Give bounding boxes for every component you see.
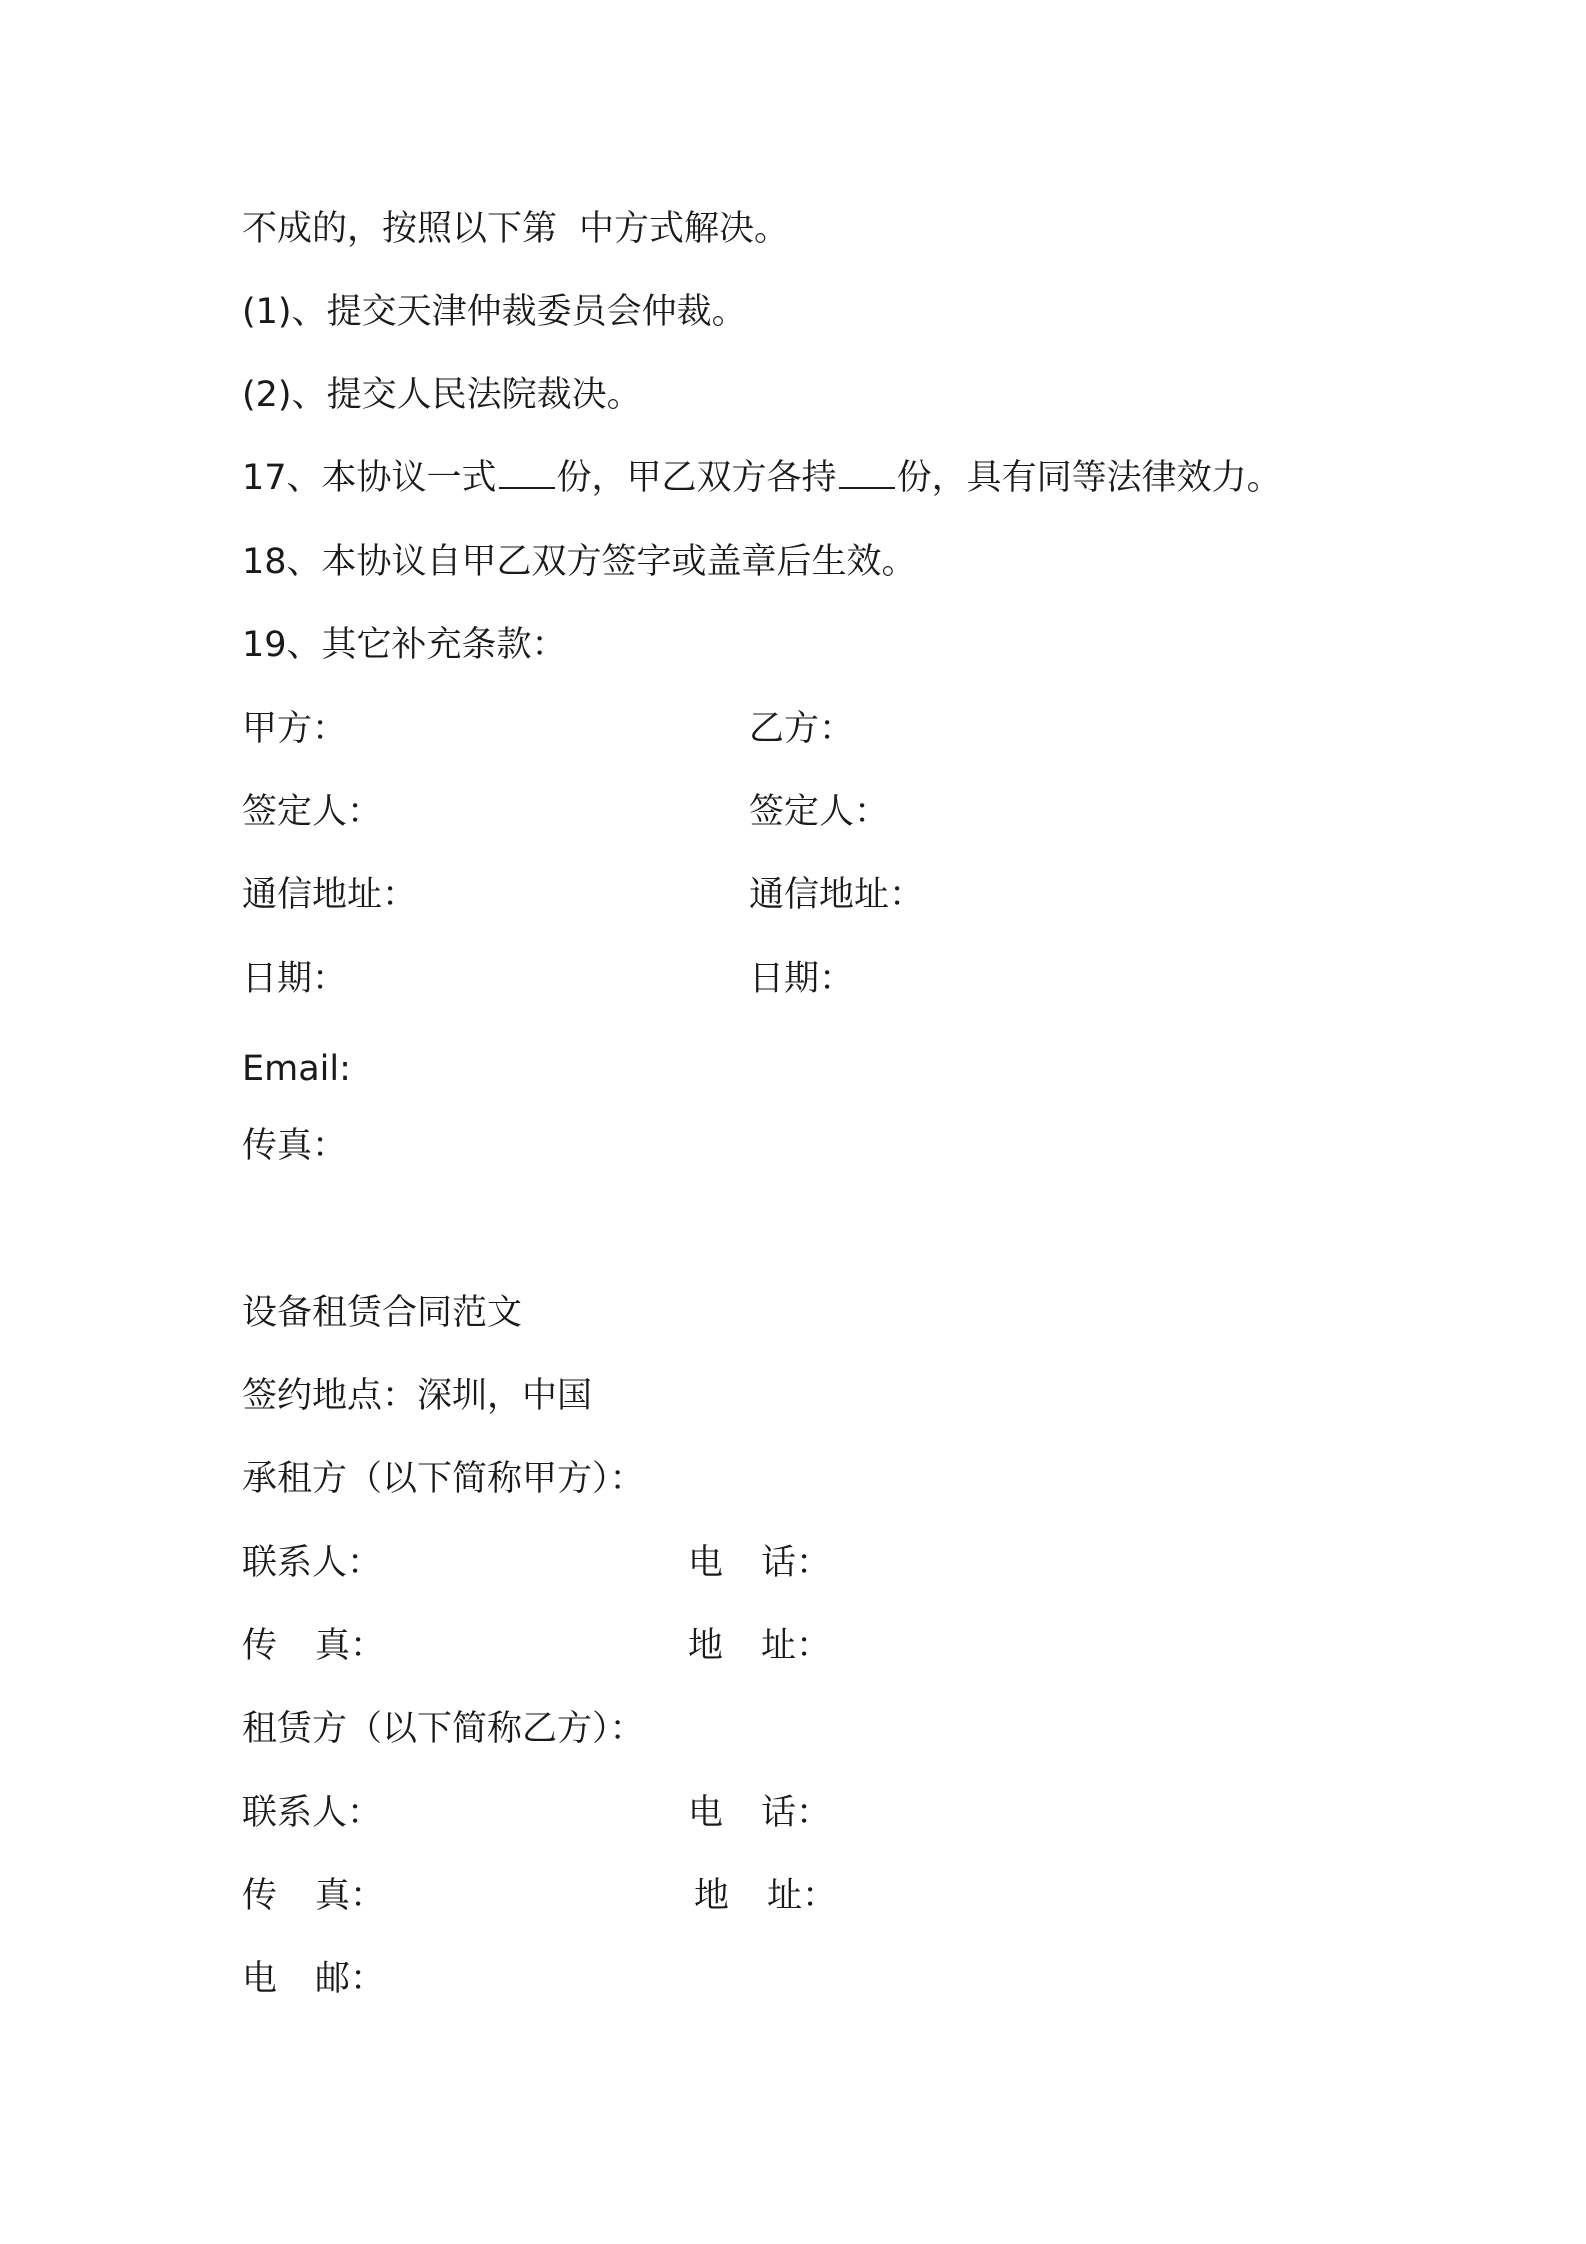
address-a-label: 通信地址： (242, 875, 418, 915)
dispute-text-a: 不成的，按照以下第 (242, 209, 558, 249)
lessee-contact-label: 联系人： (242, 1543, 383, 1583)
lessor-contact-label: 联系人： (242, 1793, 383, 1833)
address-b-label: 通信地址： (749, 875, 925, 915)
arbitration-option: (1)、提交天津仲裁委员会仲裁。 (242, 292, 747, 332)
lessee-address-label: 地 址： (688, 1626, 832, 1666)
copies-total-blank (499, 457, 555, 489)
lessor-heading: 租赁方（以下简称乙方）： (242, 1709, 645, 1749)
dispute-text-b: 中方式解决。 (579, 209, 790, 249)
party-b-label: 乙方： (749, 709, 855, 749)
signer-b-label: 签定人： (749, 792, 890, 832)
date-a-label: 日期： (242, 959, 348, 999)
clause-17-text-a: 17、本协议一式 (242, 458, 497, 498)
clause-18: 18、本协议自甲乙双方签字或盖章后生效。 (242, 542, 917, 582)
clause-19: 19、其它补充条款： (242, 625, 567, 665)
lessee-heading: 承租方（以下简称甲方）： (242, 1459, 645, 1499)
lessee-fax-label: 传 真： (242, 1626, 386, 1666)
signing-place: 签约地点：深圳，中国 (242, 1376, 593, 1416)
clause-17-text-c: 份，具有同等法律效力。 (896, 458, 1282, 498)
copies-each-blank (839, 457, 895, 489)
date-b-label: 日期： (749, 959, 855, 999)
lessor-email-label: 电 邮： (242, 1959, 386, 1999)
lessee-phone-label: 电 话： (688, 1543, 832, 1583)
fax-label: 传真： (242, 1126, 348, 1166)
clause-17-text-b: 份，甲乙双方各持 (556, 458, 837, 498)
lessor-phone-label: 电 话： (688, 1793, 832, 1833)
signer-a-label: 签定人： (242, 792, 383, 832)
party-a-label: 甲方： (242, 709, 348, 749)
lessor-fax-label: 传 真： (242, 1876, 386, 1916)
lessor-address-label: 地 址： (694, 1876, 838, 1916)
contract-title: 设备租赁合同范文 (242, 1293, 523, 1333)
email-label: Email: (242, 1049, 351, 1089)
clause-17 (242, 454, 1282, 502)
dispute-resolution-line (242, 205, 789, 253)
court-option: (2)、提交人民法院裁决。 (242, 375, 642, 415)
